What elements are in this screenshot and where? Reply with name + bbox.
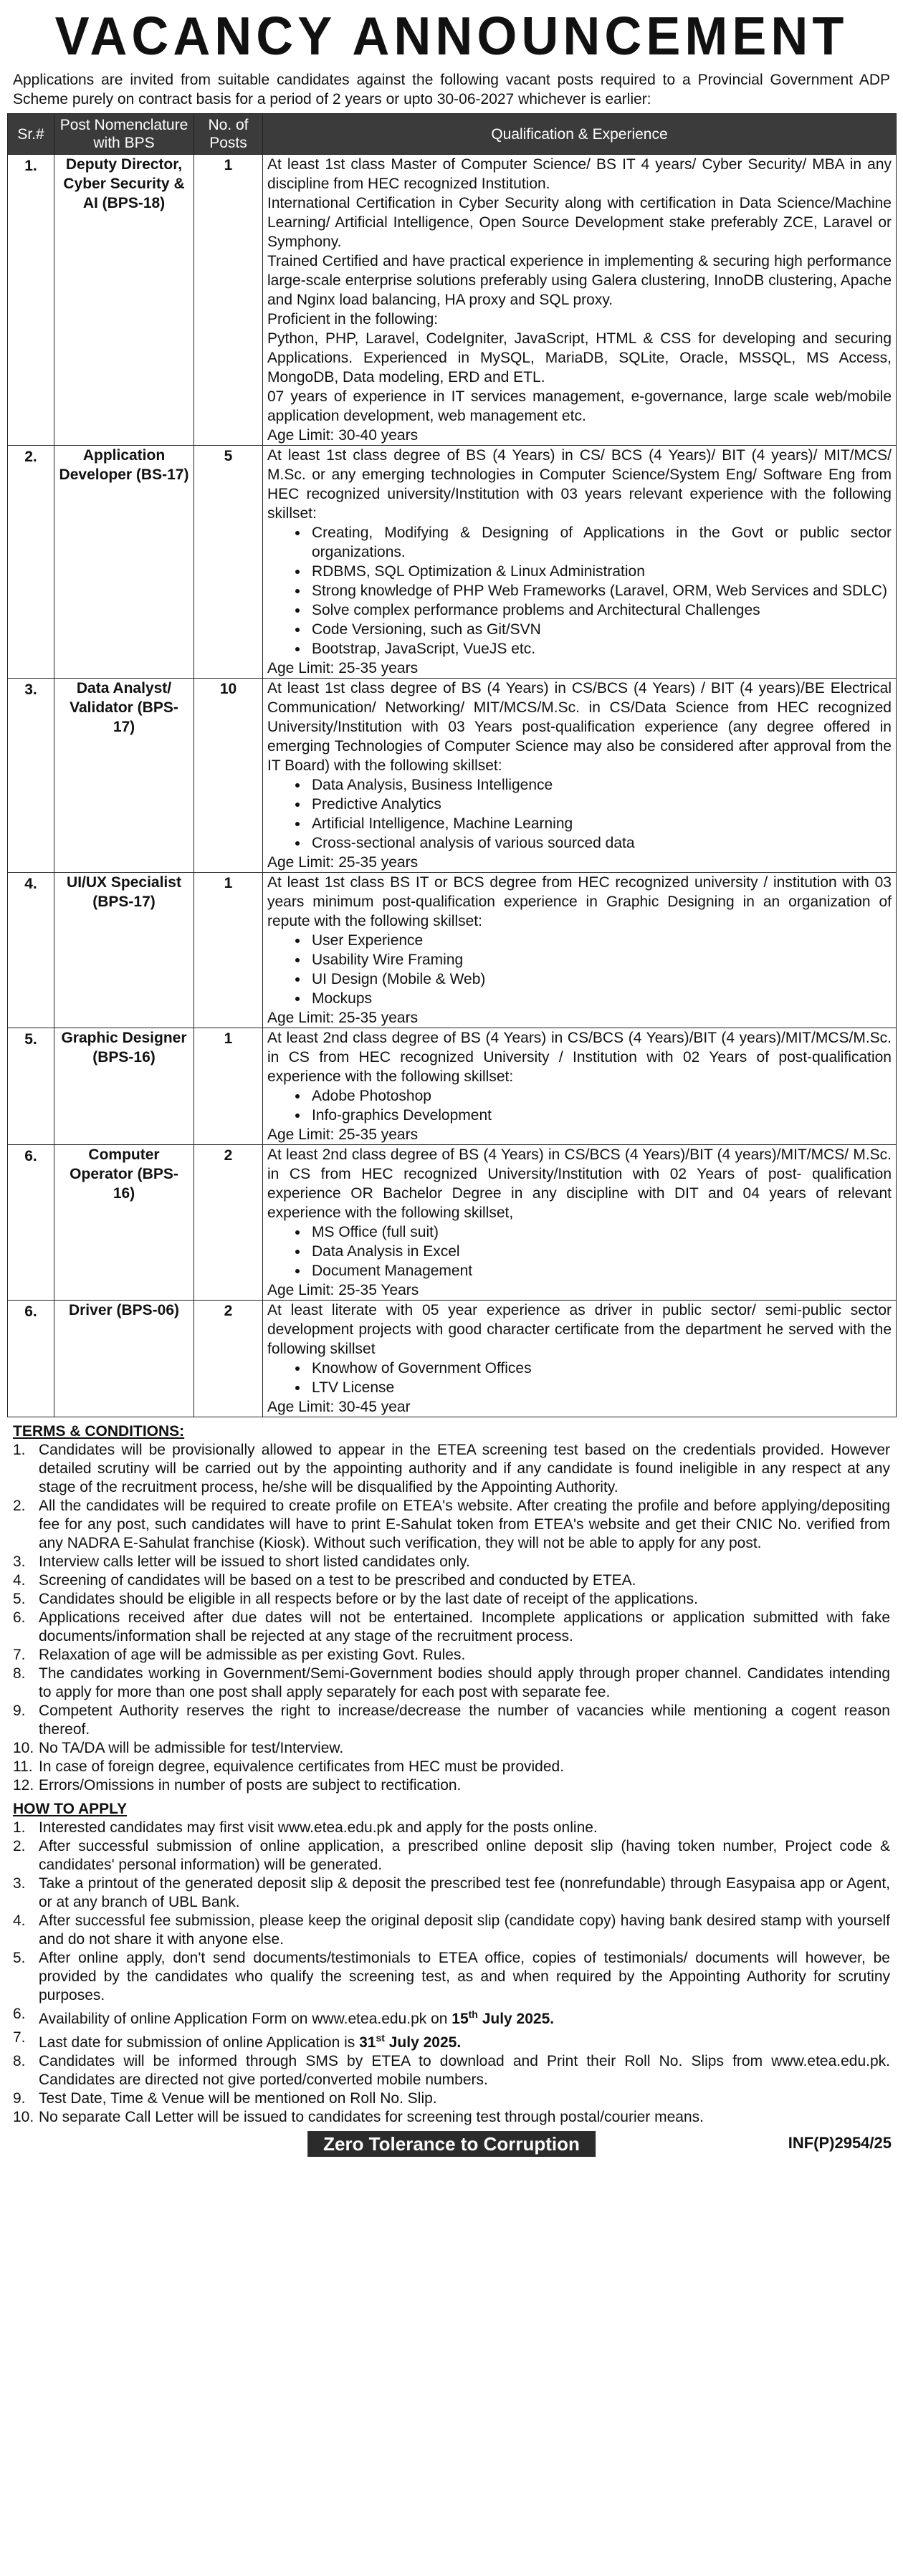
intro-text	[13, 70, 890, 109]
row-post-count: 10	[194, 679, 263, 873]
row-serial: 4.	[8, 873, 54, 1028]
skillset-item: • UI Design (Mobile & Web)	[309, 969, 892, 989]
list-item	[7, 1553, 890, 1571]
list-item	[7, 1590, 890, 1609]
row-qualification	[263, 1145, 897, 1301]
list-item	[7, 1819, 890, 1837]
table-row	[8, 155, 897, 446]
zero-tolerance-banner: Zero Tolerance to Corruption	[307, 2131, 596, 2157]
item-text: After successful fee submission, please keep the original deposit slip (candidate copy) having bank desired stamp with yourself and do not share it with anyone else.	[39, 1912, 890, 1948]
row-post-name: Driver (BPS-06)	[54, 1301, 194, 1417]
list-item	[7, 1665, 890, 1702]
item-text: Test Date, Time & Venue will be mentioned on Roll No. Slip.	[39, 2090, 437, 2107]
skillset-item: • Predictive Analytics	[309, 795, 892, 814]
row-qualification	[263, 446, 897, 679]
item-number: 8.	[13, 1665, 26, 1682]
qualification-paragraph: At least 1st class degree of BS (4 Years) in CS/ BCS (4 Years)/ BIT (4 years)/ MIT/MCS/ M.Sc. or any emerging technologies in Computer Science/System Eng/ Software Eng from HEC recognized university/Institution with 03 years relevant experience with the following skillset:	[267, 447, 892, 522]
skillset-item: • Bootstrap, JavaScript, VueJS etc.	[309, 639, 892, 659]
ad-reference-number: INF(P)2954/25	[788, 2134, 892, 2152]
item-text: Competent Authority reserves the right to increase/decrease the number of vacancies while mentioning a cogent reason thereof.	[39, 1703, 890, 1738]
item-text-pre: Last date for submission of online Application is	[39, 2034, 360, 2051]
terms-heading: TERMS & CONDITIONS:	[13, 1423, 185, 1440]
item-text: Errors/Omissions in number of posts are subject to rectification.	[39, 1777, 462, 1794]
item-number: 9.	[13, 2090, 26, 2107]
skillset-list	[267, 523, 892, 659]
item-text: Relaxation of age will be admissible as per existing Govt. Rules.	[39, 1647, 466, 1663]
list-item	[7, 1912, 890, 1949]
row-serial: 3.	[8, 679, 54, 873]
item-number: 1.	[13, 1442, 26, 1458]
vacancy-table-body	[8, 155, 897, 1417]
skillset-item: • Mockups	[309, 989, 892, 1008]
item-text	[39, 2029, 890, 2052]
item-date	[359, 2034, 461, 2051]
skillset-item: • RDBMS, SQL Optimization & Linux Administration	[309, 562, 892, 581]
item-date-rest: July 2025.	[384, 2034, 462, 2051]
qualification-paragraph: At least 1st class degree of BS (4 Years) in CS/BCS (4 Years) / BIT (4 years)/BE Electrical Communication/ Networking/ MIT/MCS/M.Sc. in CS/Data Science from HEC recognized University/Institution with 03 Years post-qualification experience (any degree offered in emerging Technologies of Computer Science may also be considered after approval from the IT Board) with the following skillset:	[267, 680, 892, 774]
item-number: 11.	[13, 1758, 33, 1775]
item-number: 7.	[13, 2029, 26, 2046]
qualification-paragraph: At least 2nd class degree of BS (4 Years) in CS/BCS (4 Years)/BIT (4 years)/MIT/MCS/M.Sc. in CS from HEC recognized University / Institution with 02 Years of post-qualification experience with the following skillset:	[267, 1030, 892, 1085]
item-date-day: 15	[452, 2011, 469, 2027]
age-limit: Age Limit: 25-35 years	[267, 854, 419, 871]
item-number: 1.	[13, 1819, 26, 1836]
skillset-list	[267, 931, 892, 1008]
skillset-item: • Solve complex performance problems and Architectural Challenges	[309, 600, 892, 620]
row-post-name: Graphic Designer (BPS-16)	[54, 1028, 194, 1145]
qualification-paragraph: At least 1st class Master of Computer Science/ BS IT 4 years/ Cyber Security/ MBA in any discipline from HEC recognized Institution.	[267, 156, 892, 192]
list-item	[7, 1571, 890, 1590]
skillset-item: • Info-graphics Development	[309, 1106, 892, 1125]
table-row	[8, 1301, 897, 1417]
list-item	[7, 1497, 890, 1553]
list-item	[7, 1776, 890, 1795]
item-text: Applications received after due dates will not be entertained. Incomplete applications or application submitted with fake documents/information shall be rejected at any stage of the recruitment process.	[39, 1609, 890, 1644]
item-number: 2.	[13, 1838, 26, 1854]
skillset-list	[267, 1222, 892, 1280]
list-item	[7, 1837, 890, 1874]
row-post-count: 1	[194, 155, 263, 446]
header-post: Post Nomenclature with BPS	[54, 114, 194, 155]
skillset-item: • Strong knowledge of PHP Web Frameworks (Laravel, ORM, Web Services and SDLC)	[309, 581, 892, 600]
item-number: 10.	[13, 2109, 34, 2125]
qualification-paragraph: Python, PHP, Laravel, CodeIgniter, JavaScript, HTML & CSS for developing and securing Applications. Experienced in MySQL, MariaDB, SQLite, Oracle, MSSQL, MS Access, MongoDB, Data modeling, ERD and ETL.	[267, 330, 892, 386]
item-number: 5.	[13, 1950, 26, 1966]
table-row	[8, 1028, 897, 1145]
item-text: Candidates will be provisionally allowed to appear in the ETEA screening test based on the credentials provided. However detailed scrutiny will be carried out by the appointing authority and if any candidate is found ineligible in any respect at any stage of the recruitment process, he/she will be disqualified by the Appointing Authority.	[39, 1442, 890, 1495]
list-item	[7, 1949, 890, 2005]
item-text: In case of foreign degree, equivalence certificates from HEC must be provided.	[39, 1758, 565, 1775]
qualification-paragraph: Proficient in the following:	[267, 311, 439, 327]
table-row	[8, 1145, 897, 1301]
list-item	[7, 1874, 890, 1912]
row-post-name: Application Developer (BS-17)	[54, 446, 194, 679]
age-limit: Age Limit: 25-35 years	[267, 660, 419, 676]
qualification-paragraph: 07 years of experience in IT services management, e-governance, large scale web/mobile application development, web management etc.	[267, 388, 892, 424]
list-item	[7, 1702, 890, 1739]
qualification-paragraph: International Certification in Cyber Security along with certification in Data Science/Machine Learning/ Artificial Intelligence, Open Source Development stake preferably ZCE, Laravel or Symphony.	[267, 195, 892, 250]
qualification-paragraph: Trained Certified and have practical experience in implementing & securing high performance large-scale enterprise solutions preferably using Galera clustering, InnoDB clustering, Apache and Nginx load balancing, HA proxy and SQL proxy.	[267, 253, 892, 308]
skillset-item: • Adobe Photoshop	[309, 1086, 892, 1106]
row-post-name: Deputy Director, Cyber Security & AI (BPS-18)	[54, 155, 194, 446]
item-number: 6.	[13, 1609, 26, 1626]
row-serial: 5.	[8, 1028, 54, 1145]
list-item	[7, 1739, 890, 1758]
terms-list	[7, 1441, 890, 1795]
intro-text-content: Applications are invited from suitable candidates against the following vacant posts required to a Provincial Government ADP Scheme purely on contract basis for a period of 2 years or upto 30-06-2027 whichever is earlier:	[13, 72, 890, 107]
row-qualification	[263, 155, 897, 446]
qualification-paragraph: At least literate with 05 year experience as driver in public sector/ semi-public sector development projects with good character certificate from the department he served with the following skillset	[267, 1302, 892, 1357]
age-limit: Age Limit: 25-35 Years	[267, 1282, 419, 1298]
item-text	[39, 2005, 890, 2029]
list-item	[7, 2029, 890, 2052]
list-item	[7, 2005, 890, 2029]
table-row	[8, 679, 897, 873]
item-number: 9.	[13, 1703, 26, 1719]
item-text: After online apply, don't send documents/testimonials to ETEA office, copies of testimonials/ documents will however, be provided by the candidates who qualify the screening test, as and when required by the Appointing Authority for scrutiny purposes.	[39, 1950, 890, 2003]
age-limit: Age Limit: 25-35 years	[267, 1010, 419, 1026]
header-sr: Sr.#	[8, 114, 54, 155]
item-number: 12.	[13, 1777, 34, 1794]
age-limit: Age Limit: 25-35 years	[267, 1126, 419, 1143]
row-post-count: 2	[194, 1301, 263, 1417]
skillset-item: • Knowhow of Government Offices	[309, 1359, 892, 1378]
list-item	[7, 1758, 890, 1776]
skillset-item: • MS Office (full suit)	[309, 1222, 892, 1242]
skillset-item: • Cross-sectional analysis of various sourced data	[309, 833, 892, 853]
vacancy-table	[7, 113, 897, 1417]
item-text: All the candidates will be required to create profile on ETEA's website. After creating the profile and before applying/depositing fee for any post, such candidates will have to print E-Sahulat token from ETEA's website and get their CNIC No. verified from any NADRA E-Sahulat franchise (Kiosk). Without such verification, they will not be able to apply for any post.	[39, 1498, 890, 1551]
row-qualification	[263, 679, 897, 873]
how-to-apply-heading: HOW TO APPLY	[13, 1801, 128, 1817]
age-limit: Age Limit: 30-40 years	[267, 427, 419, 444]
item-number: 2.	[13, 1498, 26, 1514]
table-header-row	[8, 114, 897, 155]
skillset-item: • Artificial Intelligence, Machine Learning	[309, 814, 892, 833]
list-item	[7, 2108, 890, 2127]
item-number: 3.	[13, 1553, 26, 1570]
item-text-pre: Availability of online Application Form on www.etea.edu.pk on	[39, 2011, 452, 2027]
skillset-item: • Usability Wire Framing	[309, 950, 892, 969]
item-text: Interested candidates may first visit www.etea.edu.pk and apply for the posts online.	[39, 1819, 598, 1836]
item-number: 4.	[13, 1912, 26, 1929]
item-number: 4.	[13, 1572, 26, 1589]
skillset-item: • Data Analysis, Business Intelligence	[309, 775, 892, 795]
item-number: 7.	[13, 1647, 26, 1663]
row-post-count: 1	[194, 873, 263, 1028]
vacancy-announcement-page	[7, 0, 896, 2158]
skillset-item: • Code Versioning, such as Git/SVN	[309, 620, 892, 639]
list-item	[7, 1441, 890, 1497]
item-date-suffix: st	[376, 2032, 385, 2044]
item-date	[452, 2008, 555, 2027]
item-number: 10.	[13, 1740, 34, 1756]
row-serial: 6.	[8, 1301, 54, 1417]
row-post-count: 5	[194, 446, 263, 679]
skillset-item: • Data Analysis in Excel	[309, 1242, 892, 1261]
item-text: Screening of candidates will be based on a test to be prescribed and conducted by ETEA.	[39, 1572, 636, 1589]
skillset-list	[267, 775, 892, 853]
row-qualification	[263, 1301, 897, 1417]
qualification-paragraph: At least 2nd class degree of BS (4 Years) in CS/BCS (4 Years)/BIT (4 years)/MIT/MCS/ M.Sc. in CS from HEC recognized University/Institution with 02 Years of post- qualification experience OR Bachelor Degree in any discipline with DIT and 04 years of relevant experience with the following skillset,	[267, 1146, 892, 1221]
table-row	[8, 873, 897, 1028]
row-post-name: UI/UX Specialist (BPS-17)	[54, 873, 194, 1028]
item-text: No TA/DA will be admissible for test/Interview.	[39, 1740, 344, 1756]
row-serial: 2.	[8, 446, 54, 679]
row-post-name: Computer Operator (BPS-16)	[54, 1145, 194, 1301]
item-date-suffix: th	[468, 2008, 478, 2020]
row-serial: 6.	[8, 1145, 54, 1301]
item-number: 5.	[13, 1591, 26, 1607]
row-post-name: Data Analyst/ Validator (BPS-17)	[54, 679, 194, 873]
table-row	[8, 446, 897, 679]
row-post-count: 1	[194, 1028, 263, 1145]
header-qual: Qualification & Experience	[263, 114, 897, 155]
footer	[7, 2130, 896, 2158]
item-text: Interview calls letter will be issued to short listed candidates only.	[39, 1553, 470, 1570]
item-number: 6.	[13, 2006, 26, 2022]
list-item	[7, 2052, 890, 2089]
page-title: VACANCY ANNOUNCEMENT	[54, 6, 849, 67]
list-item	[7, 1646, 890, 1665]
skillset-item: • LTV License	[309, 1378, 892, 1397]
item-text: No separate Call Letter will be issued to candidates for screening test through postal/courier means.	[39, 2109, 704, 2125]
header-num: No. of Posts	[194, 114, 263, 155]
item-number: 3.	[13, 1875, 26, 1892]
item-date-rest: July 2025.	[477, 2011, 555, 2027]
list-item	[7, 2089, 890, 2108]
item-text: After successful submission of online application, a prescribed online deposit slip (having token number, Project code & candidates' personal information) will be generated.	[39, 1838, 890, 1873]
skillset-item: • Creating, Modifying & Designing of Applications in the Govt or public sector organizations.	[309, 523, 892, 562]
skillset-item: • User Experience	[309, 931, 892, 950]
skillset-list	[267, 1359, 892, 1397]
qualification-paragraph: At least 1st class BS IT or BCS degree from HEC recognized university / institution with 03 years minimum post-qualification experience in Graphic Designing in an organization of repute with the following skillset:	[267, 874, 892, 929]
row-serial: 1.	[8, 155, 54, 446]
skillset-item: • Document Management	[309, 1261, 892, 1280]
item-text: Take a printout of the generated deposit slip & deposit the prescribed test fee (nonrefundable) through Easypaisa app or Agent, or at any branch of UBL Bank.	[39, 1875, 890, 1910]
list-item	[7, 1609, 890, 1646]
how-to-apply-list	[7, 1819, 890, 2127]
row-post-count: 2	[194, 1145, 263, 1301]
row-qualification	[263, 1028, 897, 1145]
row-qualification	[263, 873, 897, 1028]
item-date-day: 31	[359, 2034, 376, 2051]
item-text: Candidates should be eligible in all respects before or by the last date of receipt of the applications.	[39, 1591, 698, 1607]
item-text: Candidates will be informed through SMS by ETEA to download and Print their Roll No. Slips from www.etea.edu.pk. Candidates are directed not give ported/converted mobile numbers.	[39, 2053, 890, 2088]
item-text: The candidates working in Government/Semi-Government bodies should apply through proper channel. Candidates intending to apply for more than one post shall apply separately for each post with separate fee.	[39, 1665, 890, 1700]
item-number: 8.	[13, 2053, 26, 2069]
skillset-list	[267, 1086, 892, 1125]
age-limit: Age Limit: 30-45 year	[267, 1399, 411, 1415]
